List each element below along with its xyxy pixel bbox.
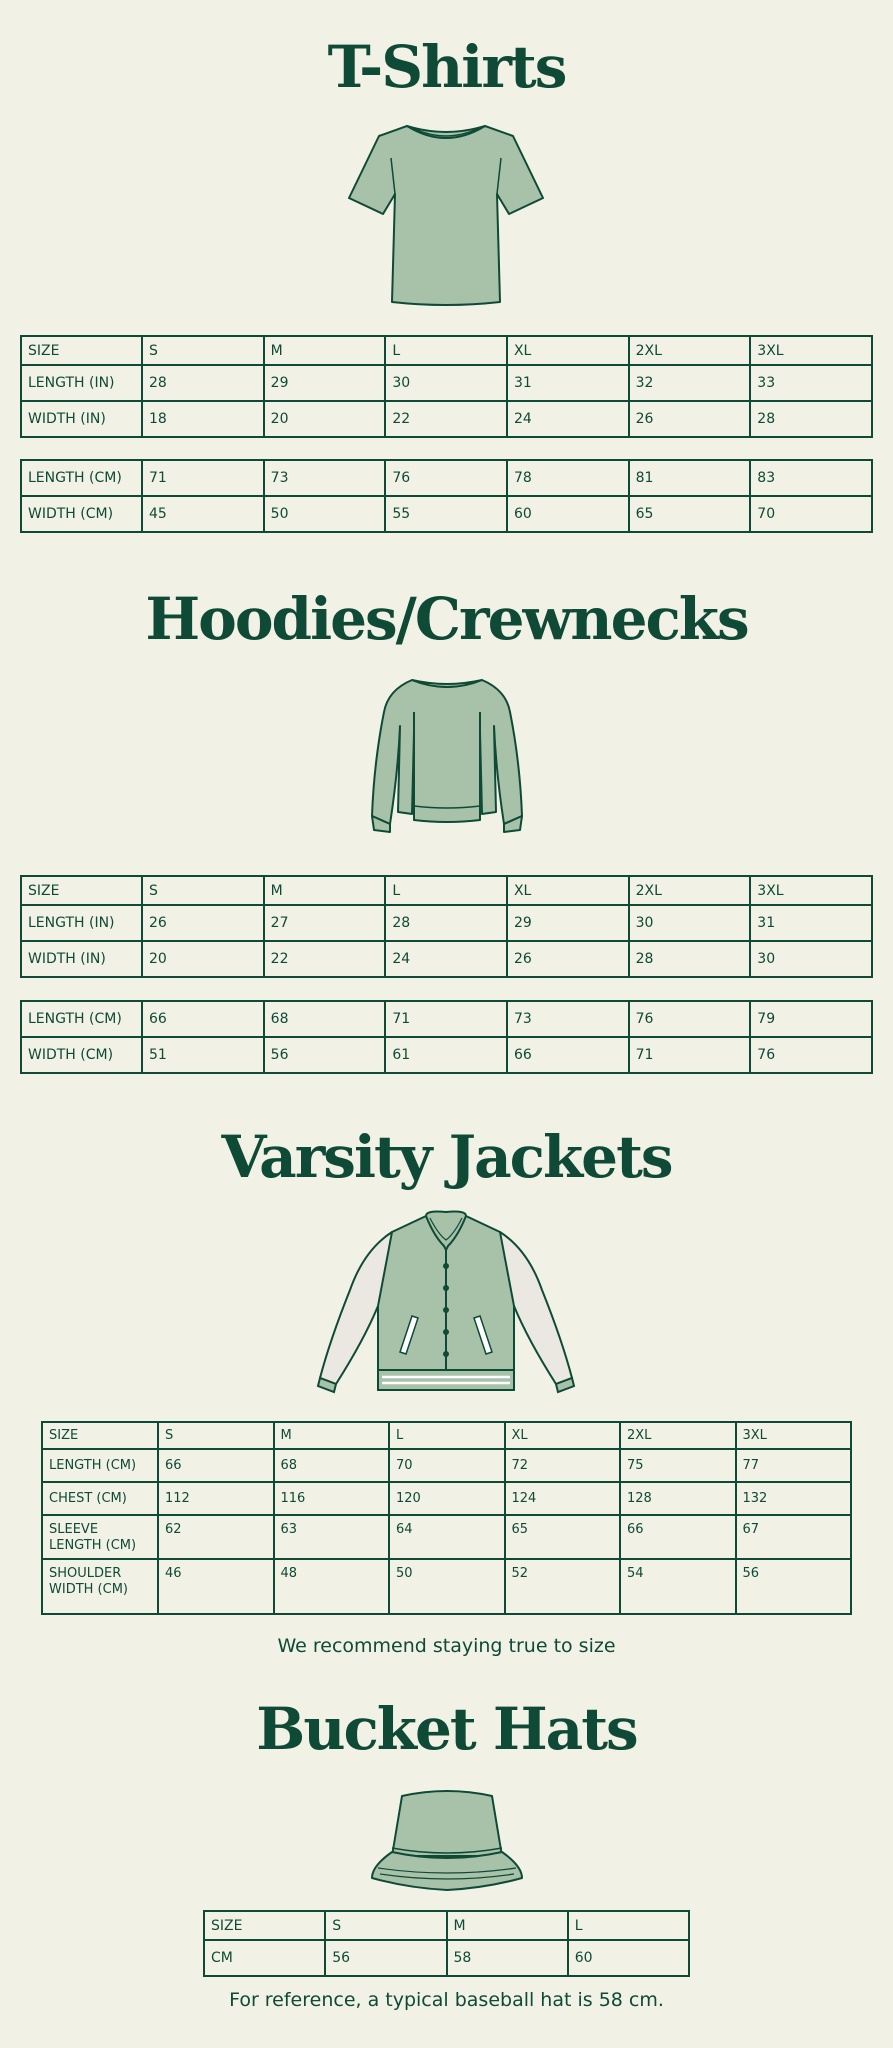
table-cell: 28 (385, 905, 507, 941)
table-cell: 112 (158, 1482, 274, 1515)
table-cell: 67 (736, 1515, 852, 1559)
table-cell: 72 (505, 1449, 621, 1482)
tshirts-inch-table (20, 335, 873, 438)
table-cell: XL (505, 1422, 621, 1449)
table-cell: S (142, 876, 264, 905)
table-cell: 66 (142, 1001, 264, 1037)
table-row (21, 1001, 872, 1037)
table-cell: XL (507, 876, 629, 905)
table-cell: WIDTH (CM) (21, 496, 142, 532)
table-cell: 55 (385, 496, 507, 532)
table-cell: S (142, 336, 264, 365)
table-row (42, 1559, 851, 1614)
table-row (42, 1449, 851, 1482)
table-cell: 52 (505, 1559, 621, 1614)
table-cell: 3XL (736, 1422, 852, 1449)
table-row (204, 1940, 689, 1976)
table-cell: 66 (620, 1515, 736, 1559)
table-cell: 56 (325, 1940, 446, 1976)
hoodies-title: Hoodies/Crewnecks (145, 585, 748, 653)
table-cell: SHOULDER WIDTH (CM) (42, 1559, 158, 1614)
table-cell: 31 (507, 365, 629, 401)
varsity-jacket-illustration (316, 1210, 576, 1396)
table-cell: 26 (507, 941, 629, 977)
table-cell: SIZE (204, 1911, 325, 1940)
table-header-row (42, 1422, 851, 1449)
crewneck-illustration (368, 672, 526, 856)
table-cell: LENGTH (CM) (21, 460, 142, 496)
table-cell: LENGTH (IN) (21, 365, 142, 401)
tshirts-cm-table (20, 459, 873, 533)
table-cell: M (447, 1911, 568, 1940)
hats-title: Bucket Hats (256, 1695, 637, 1763)
table-cell: S (325, 1911, 446, 1940)
table-cell: 20 (142, 941, 264, 977)
table-cell: 77 (736, 1449, 852, 1482)
table-row (42, 1482, 851, 1515)
table-cell: 54 (620, 1559, 736, 1614)
table-cell: 33 (750, 365, 872, 401)
table-cell: 63 (274, 1515, 390, 1559)
table-cell: 29 (507, 905, 629, 941)
table-cell: LENGTH (CM) (21, 1001, 142, 1037)
table-cell: 70 (750, 496, 872, 532)
table-cell: 81 (629, 460, 751, 496)
table-cell: 24 (507, 401, 629, 437)
table-cell: 78 (507, 460, 629, 496)
table-cell: M (264, 876, 386, 905)
table-cell: XL (507, 336, 629, 365)
table-cell: M (274, 1422, 390, 1449)
table-cell: 26 (142, 905, 264, 941)
table-cell: 124 (505, 1482, 621, 1515)
table-cell: 26 (629, 401, 751, 437)
table-cell: 76 (750, 1037, 872, 1073)
table-cell: 79 (750, 1001, 872, 1037)
table-cell: 132 (736, 1482, 852, 1515)
table-cell: 2XL (629, 876, 751, 905)
table-cell: 70 (389, 1449, 505, 1482)
hats-note: For reference, a typical baseball hat is 58 cm. (229, 1989, 664, 2011)
table-cell: 68 (264, 1001, 386, 1037)
table-cell: 60 (568, 1940, 689, 1976)
table-row (21, 460, 872, 496)
table-cell: 60 (507, 496, 629, 532)
table-cell: SIZE (21, 336, 142, 365)
table-cell: 48 (274, 1559, 390, 1614)
table-cell: SLEEVE LENGTH (CM) (42, 1515, 158, 1559)
table-row (21, 401, 872, 437)
table-cell: 66 (507, 1037, 629, 1073)
table-cell: 45 (142, 496, 264, 532)
table-cell: L (389, 1422, 505, 1449)
table-row (21, 941, 872, 977)
hoodies-inch-table (20, 875, 873, 978)
table-cell: 56 (736, 1559, 852, 1614)
table-cell: 128 (620, 1482, 736, 1515)
hats-table (203, 1910, 690, 1977)
table-cell: CHEST (CM) (42, 1482, 158, 1515)
table-cell: 75 (620, 1449, 736, 1482)
table-cell: 120 (389, 1482, 505, 1515)
table-cell: 50 (264, 496, 386, 532)
table-cell: 71 (385, 1001, 507, 1037)
table-cell: S (158, 1422, 274, 1449)
t-shirt-illustration (345, 122, 547, 310)
jackets-note: We recommend staying true to size (277, 1635, 616, 1657)
table-cell: 73 (507, 1001, 629, 1037)
table-cell: 50 (389, 1559, 505, 1614)
table-cell: 31 (750, 905, 872, 941)
table-cell: 76 (385, 460, 507, 496)
table-cell: 2XL (620, 1422, 736, 1449)
table-row (42, 1515, 851, 1559)
table-cell: 18 (142, 401, 264, 437)
table-cell: 22 (385, 401, 507, 437)
table-cell: L (568, 1911, 689, 1940)
table-cell: 27 (264, 905, 386, 941)
bucket-hat-illustration (368, 1786, 526, 1892)
table-cell: 56 (264, 1037, 386, 1073)
table-cell: 46 (158, 1559, 274, 1614)
table-cell: 24 (385, 941, 507, 977)
table-cell: 71 (142, 460, 264, 496)
table-cell: 32 (629, 365, 751, 401)
table-cell: 30 (750, 941, 872, 977)
table-header-row (21, 876, 872, 905)
table-cell: 61 (385, 1037, 507, 1073)
table-cell: 29 (264, 365, 386, 401)
jackets-table (41, 1421, 852, 1615)
table-cell: 68 (274, 1449, 390, 1482)
table-cell: 28 (629, 941, 751, 977)
tshirts-title: T-Shirts (327, 33, 566, 101)
table-cell: 116 (274, 1482, 390, 1515)
table-row (21, 365, 872, 401)
table-cell: WIDTH (IN) (21, 941, 142, 977)
table-cell: 28 (750, 401, 872, 437)
table-cell: SIZE (21, 876, 142, 905)
table-cell: CM (204, 1940, 325, 1976)
table-cell: L (385, 876, 507, 905)
table-cell: 51 (142, 1037, 264, 1073)
table-cell: L (385, 336, 507, 365)
table-cell: 62 (158, 1515, 274, 1559)
table-cell: WIDTH (IN) (21, 401, 142, 437)
table-cell: 71 (629, 1037, 751, 1073)
table-cell: 28 (142, 365, 264, 401)
table-cell: LENGTH (IN) (21, 905, 142, 941)
table-cell: M (264, 336, 386, 365)
table-cell: 22 (264, 941, 386, 977)
table-cell: 73 (264, 460, 386, 496)
table-cell: 65 (505, 1515, 621, 1559)
table-cell: 30 (385, 365, 507, 401)
table-cell: 3XL (750, 336, 872, 365)
jackets-title: Varsity Jackets (221, 1123, 672, 1191)
table-row (21, 1037, 872, 1073)
table-cell: 83 (750, 460, 872, 496)
table-cell: 30 (629, 905, 751, 941)
table-cell: SIZE (42, 1422, 158, 1449)
hoodies-cm-table (20, 1000, 873, 1074)
table-cell: 76 (629, 1001, 751, 1037)
table-cell: LENGTH (CM) (42, 1449, 158, 1482)
table-cell: 2XL (629, 336, 751, 365)
table-cell: 58 (447, 1940, 568, 1976)
table-header-row (21, 336, 872, 365)
table-row (21, 905, 872, 941)
table-cell: 65 (629, 496, 751, 532)
table-cell: WIDTH (CM) (21, 1037, 142, 1073)
table-cell: 3XL (750, 876, 872, 905)
table-cell: 66 (158, 1449, 274, 1482)
table-cell: 20 (264, 401, 386, 437)
table-header-row (204, 1911, 689, 1940)
table-cell: 64 (389, 1515, 505, 1559)
table-row (21, 496, 872, 532)
